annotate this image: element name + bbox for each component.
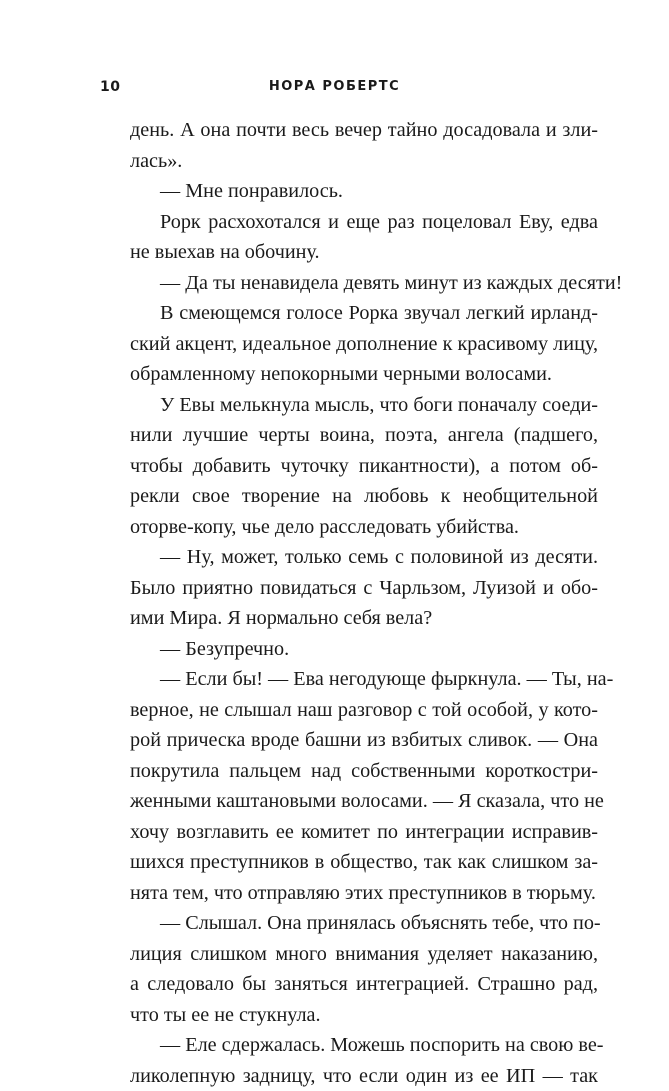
text-line: лась». xyxy=(130,146,598,177)
text-line: У Евы мелькнула мысль, что боги поначалу соеди- xyxy=(130,390,598,421)
text-line: Было приятно повидаться с Чарльзом, Луизой и обо- xyxy=(130,573,598,604)
text-line: чтобы добавить чуточку пикантности), а потом об- xyxy=(130,451,598,482)
text-line: хочу возглавить ее комитет по интеграции исправив- xyxy=(130,817,598,848)
running-head: НОРА РОБЕРТС xyxy=(100,79,569,94)
page-number: 10 xyxy=(100,79,120,95)
text-line: лиция слишком много внимания уделяет наказанию, xyxy=(130,939,598,970)
text-line: женными каштановыми волосами. — Я сказала, что не xyxy=(130,786,598,817)
text-line: шихся преступников в общество, так как слишком за- xyxy=(130,847,598,878)
body-text xyxy=(130,115,598,1091)
text-line: рекли свое творение на любовь к необщительной xyxy=(130,481,598,512)
text-line: что ты ее не стукнула. xyxy=(130,1000,598,1031)
text-line: день. А она почти весь вечер тайно досадовала и зли- xyxy=(130,115,598,146)
text-line: — Слышал. Она принялась объяснять тебе, что по- xyxy=(130,908,598,939)
text-line: — Безупречно. xyxy=(130,634,598,665)
text-line: — Еле сдержалась. Можешь поспорить на свою ве- xyxy=(130,1030,598,1061)
text-line: ликолепную задницу, что если один из ее ИП — так xyxy=(130,1061,598,1091)
text-line: ский акцент, идеальное дополнение к красивому лицу, xyxy=(130,329,598,360)
text-line: ими Мира. Я нормально себя вела? xyxy=(130,603,598,634)
text-line: а следовало бы заняться интеграцией. Страшно рад, xyxy=(130,969,598,1000)
text-line: оторве-копу, чье дело расследовать убийства. xyxy=(130,512,598,543)
text-line: верное, не слышал наш разговор с той особой, у кото- xyxy=(130,695,598,726)
text-line: В смеющемся голосе Рорка звучал легкий ирланд- xyxy=(130,298,598,329)
text-line: покрутила пальцем над собственными короткостри- xyxy=(130,756,598,787)
text-line: не выехав на обочину. xyxy=(130,237,598,268)
text-line: — Если бы! — Ева негодующе фыркнула. — Ты, на- xyxy=(130,664,598,695)
text-line: — Мне понравилось. xyxy=(130,176,598,207)
page-header xyxy=(100,79,569,101)
text-line: — Ну, может, только семь с половиной из десяти. xyxy=(130,542,598,573)
text-line: — Да ты ненавидела девять минут из каждых десяти! xyxy=(130,268,598,299)
text-line: нята тем, что отправляю этих преступников в тюрьму. xyxy=(130,878,598,909)
text-line: Рорк расхохотался и еще раз поцеловал Еву, едва xyxy=(130,207,598,238)
text-line: нили лучшие черты воина, поэта, ангела (падшего, xyxy=(130,420,598,451)
text-line: обрамленному непокорными черными волосами. xyxy=(130,359,598,390)
text-line: рой прическа вроде башни из взбитых сливок. — Она xyxy=(130,725,598,756)
